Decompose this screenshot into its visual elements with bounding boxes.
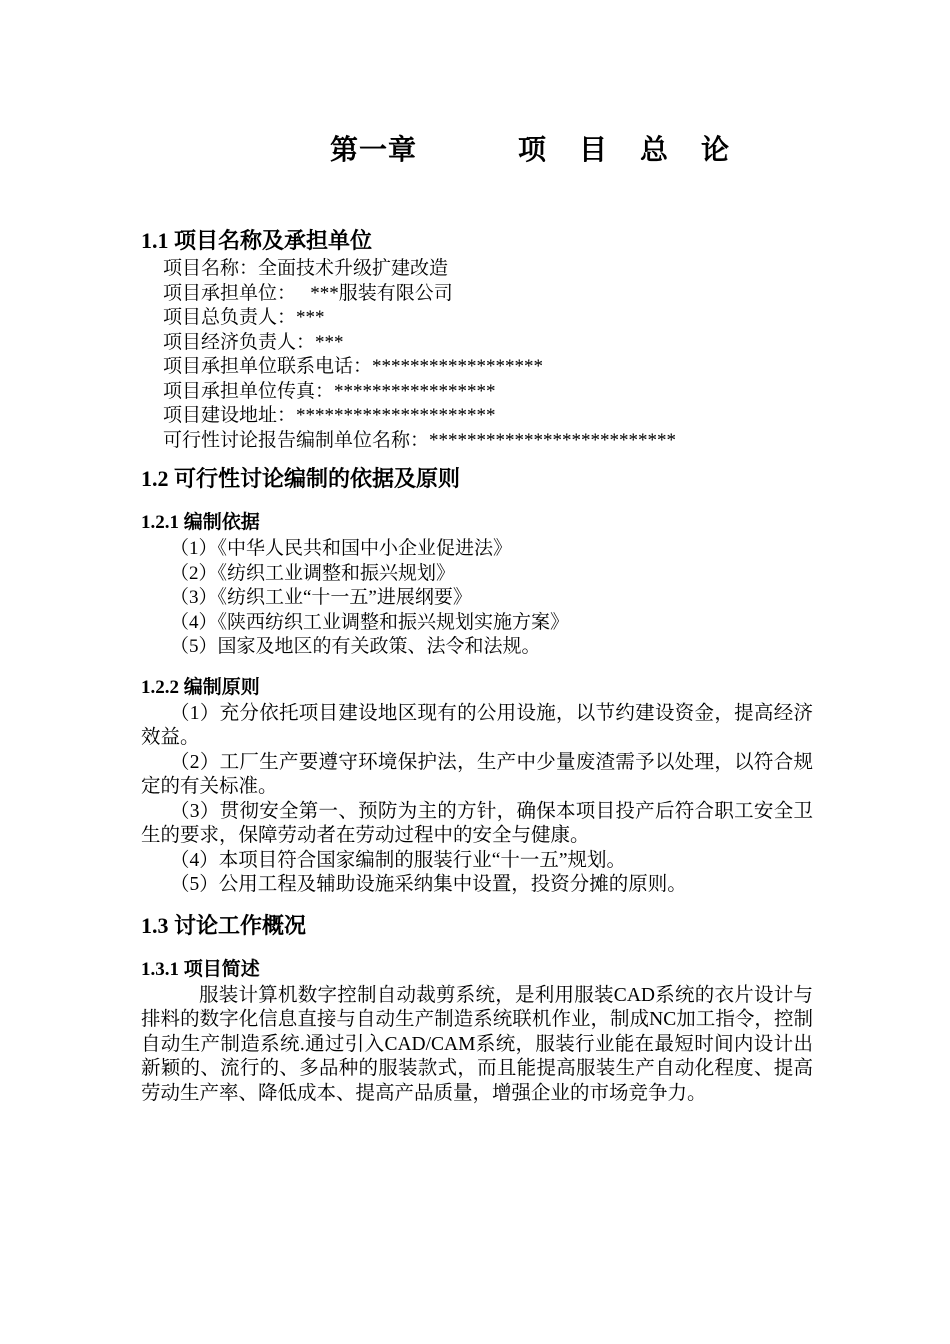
- section-heading-1-2-1: 1.2.1 编制依据: [141, 512, 260, 533]
- project-info-line: 项目建设地址：*********************: [163, 405, 496, 426]
- basis-item: （3）《纺织工业“十一五”进展纲要》: [170, 587, 472, 608]
- project-info-line: 项目总负责人：***: [163, 307, 325, 328]
- principles-list: [141, 702, 813, 898]
- section-heading-1-2-2: 1.2.2 编制原则: [141, 676, 260, 698]
- chapter-number: 第一章: [330, 135, 418, 166]
- document-body: [141, 225, 813, 1106]
- principle-item: （5）公用工程及辅助设施采纳集中设置，投资分摊的原则。: [170, 874, 687, 895]
- project-info-line: 项目承担单位： ***服装有限公司: [163, 282, 453, 304]
- basis-item: （5）国家及地区的有关政策、法令和法规。: [170, 636, 541, 657]
- project-info-line: 项目承担单位联系电话：******************: [163, 356, 544, 377]
- project-info-line: 项目经济负责人：***: [163, 331, 344, 353]
- basis-item: （4）《陕西纺织工业调整和振兴规划实施方案》: [170, 611, 570, 633]
- project-info-list: [141, 257, 813, 453]
- section-heading-1-3-1: 1.3.1 项目简述: [141, 958, 260, 980]
- principle-item: （1）充分依托项目建设地区现有的公用设施，以节约建设资金，提高经济效益。: [141, 702, 813, 748]
- chapter-title: 项 目 总 论: [518, 135, 743, 166]
- project-info-line: 项目承担单位传真：*****************: [163, 380, 496, 402]
- section-heading-1-3: 1.3 讨论工作概况: [141, 912, 307, 938]
- basis-item: （1）《中华人民共和国中小企业促进法》: [170, 538, 513, 559]
- section-heading-1-2: 1.2 可行性讨论编制的依据及原则: [141, 466, 461, 491]
- principle-item: （2）工厂生产要遵守环境保护法，生产中少量废渣需予以处理，以符合规定的有关标准。: [141, 751, 813, 797]
- principle-item: （3）贯彻安全第一、预防为主的方针，确保本项目投产后符合职工安全卫生的要求，保障劳动者在劳动过程中的安全与健康。: [141, 800, 813, 846]
- basis-list: [141, 537, 813, 660]
- project-info-line: 可行性讨论报告编制单位名称：**************************: [163, 429, 677, 451]
- project-info-line: 项目名称：全面技术升级扩建改造: [163, 258, 449, 279]
- section-heading-1-1: 1.1 项目名称及承担单位: [141, 228, 373, 253]
- project-summary-paragraph: 服装计算机数字控制自动裁剪系统，是利用服装CAD系统的衣片设计与排料的数字化信息直接与自动生产制造系统联机作业，制成NC加工指令，控制自动生产制造系统.通过引入CAD/CAM系统，服装行业能在最短时间内设计出新颖的、流行的、多品种的服装款式，而且能提高服装生产自动化程度、提高劳动生产率、降低成本、提高产品质量，增强企业的市场竞争力。: [141, 984, 813, 1104]
- principle-item: （4）本项目符合国家编制的服装行业“十一五”规划。: [170, 849, 627, 871]
- basis-item: （2）《纺织工业调整和振兴规划》: [170, 562, 456, 584]
